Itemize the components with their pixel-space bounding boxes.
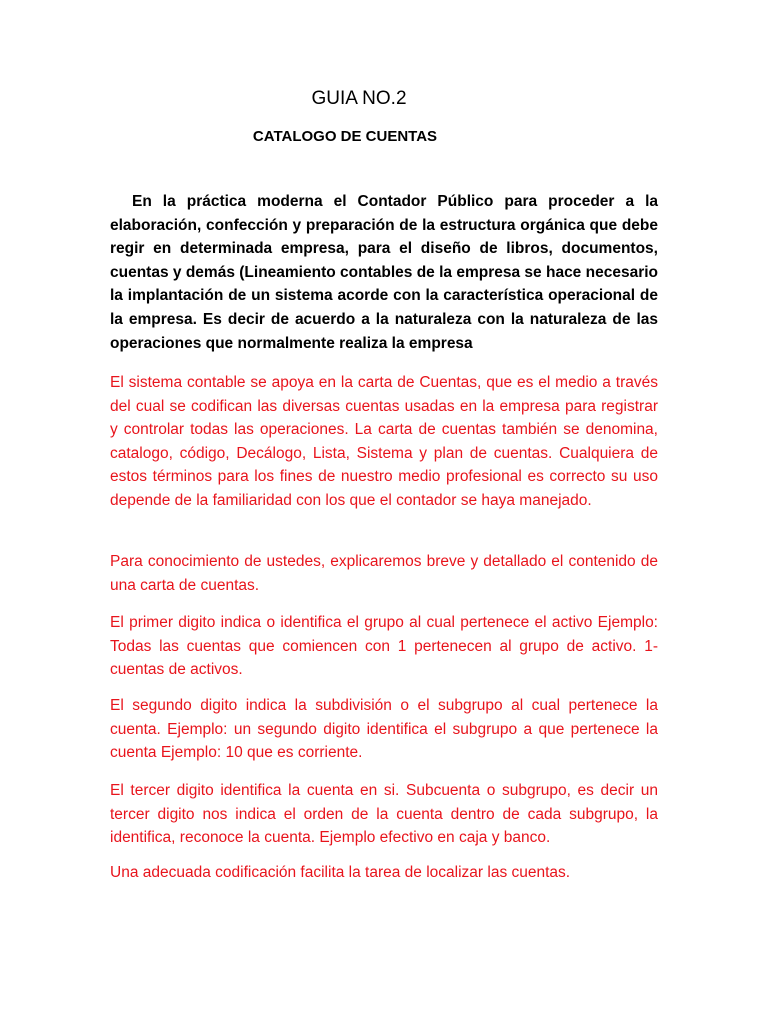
paragraph-conocimiento: Para conocimiento de ustedes, explicaremos breve y detallado el contenido de una carta de cuentas. (110, 553, 658, 594)
paragraph-primer-digito: El primer digito indica o identifica el grupo al cual pertenece el activo Ejemplo: Todas las cuentas que comiencen con 1 pertenecen al grupo de activo. 1- cuentas de activos. (110, 614, 658, 679)
paragraph-segundo-digito: El segundo digito indica la subdivisión o el subgrupo al cual pertenece la cuenta. Ejemplo: un segundo digito identifica el subgrupo a que pertenece la cuenta Ejemplo: 10 que es corriente. (110, 697, 658, 762)
paragraph-codificacion: Una adecuada codificación facilita la tarea de localizar las cuentas. (110, 864, 571, 881)
paragraph-sistema-contable: El sistema contable se apoya en la carta de Cuentas, que es el medio a través del cual se codifican las diversas cuentas usadas en la empresa para registrar y controlar todas las operaciones. La carta de cuentas también se denomina, catalogo, código, Decálogo, Lista, Sistema y plan de cuentas. Cualquiera de estos términos para los fines de nuestro medio profesional es correcto su uso depende de la familiaridad con los que el contador se haya manejado. (110, 374, 658, 509)
paragraph-tercer-digito: El tercer digito identifica la cuenta en si. Subcuenta o subgrupo, es decir un tercer digito nos indica el orden de la cuenta dentro de cada subgrupo, la identifica, reconoce la cuenta. Ejemplo efectivo en caja y banco. (110, 782, 658, 847)
intro-paragraph: En la práctica moderna el Contador Público para proceder a la elaboración, confección y preparación de la estructura orgánica que debe regir en determinada empresa, para el diseño de libros, documentos, cuentas y demás (Lineamiento contables de la empresa se hace necesario la implantación de un sistema acorde con la característica operacional de la empresa. Es decir de acuerdo a la naturaleza con la naturaleza de las operaciones que normalmente realiza la empresa (110, 193, 663, 352)
document-title: GUIA NO.2 (311, 88, 407, 109)
document-subtitle: CATALOGO DE CUENTAS (252, 128, 438, 145)
